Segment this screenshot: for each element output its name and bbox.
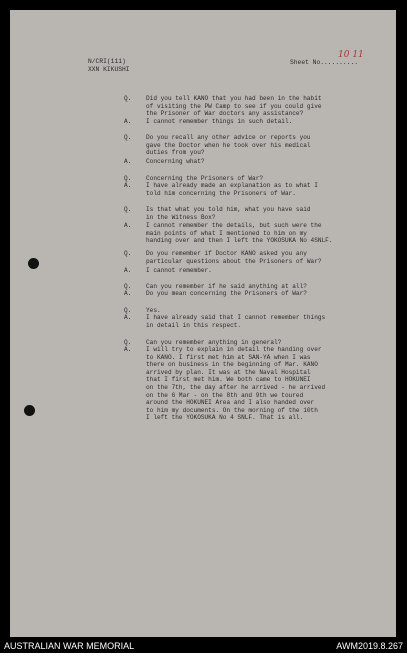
- qa-text-line: in detail in this respect.: [146, 321, 242, 329]
- qa-text-line: told him concerning the Prisoners of War.: [146, 189, 296, 197]
- qa-text: [146, 182, 384, 197]
- qa-text-line: I cannot remember things in such detail.: [146, 118, 293, 125]
- qa-text-line: Do you mean concerning the Prisoners of War?: [146, 290, 307, 297]
- witness-line: XXN KIKUSHI: [88, 66, 130, 73]
- sheet-label: Sheet No..........: [290, 59, 359, 66]
- answer: [124, 158, 384, 166]
- qa-text: [146, 134, 384, 157]
- qa-text-line: Do you recall any other advice or reports you: [146, 134, 311, 141]
- sheet-number-handwritten: 10 11: [338, 50, 364, 60]
- qa-text: [146, 206, 384, 221]
- qa-label: A.: [124, 290, 132, 297]
- footer-bar: [0, 639, 407, 653]
- qa-text-line: duties from you?: [146, 149, 205, 157]
- question: [124, 206, 384, 221]
- answer: [124, 118, 384, 126]
- qa-label: Q.: [124, 175, 132, 182]
- qa-label: Q.: [124, 95, 132, 102]
- reference-number: N/CRI(111): [88, 58, 126, 65]
- qa-label: Q.: [124, 339, 132, 346]
- qa-text-line: I cannot remember the details, but such were the: [146, 222, 322, 229]
- qa-text: [146, 346, 384, 422]
- qa-text-line: around the HOKUNEI Area and I also handed over: [146, 399, 315, 407]
- qa-label: Q.: [124, 283, 132, 290]
- qa-text-line: to him my documents. On the morning of the 10th: [146, 406, 318, 414]
- qa-text-line: handing over and then I left the YOKOSUKA No 4SNLF.: [146, 237, 333, 245]
- qa-text-line: Concerning the Prisoners of War?: [146, 175, 264, 182]
- qa-text-line: in the Witness Box?: [146, 213, 216, 221]
- qa-text-line: Concerning what?: [146, 158, 205, 165]
- qa-text: [146, 250, 384, 265]
- qa-text-line: of visiting the PW Camp to see if you could give: [146, 102, 322, 110]
- answer: [124, 290, 384, 298]
- qa-label: A.: [124, 118, 132, 125]
- question: [124, 95, 384, 118]
- qa-text-line: Do you remember if Doctor KANO asked you any: [146, 250, 307, 257]
- reference-block: [88, 58, 130, 74]
- qa-label: A.: [124, 182, 132, 189]
- qa-text-line: I have already made an explanation as to what I: [146, 182, 318, 189]
- qa-text-line: I will try to explain in detail the handing over: [146, 346, 322, 353]
- qa-text-line: arrived by plan. It was at the Naval Hospital: [146, 368, 311, 376]
- qa-text-line: Yes.: [146, 307, 161, 314]
- qa-label: A.: [124, 158, 132, 165]
- question: [124, 134, 384, 157]
- qa-label: Q.: [124, 307, 132, 314]
- qa-label: Q.: [124, 250, 132, 257]
- qa-text: [146, 222, 384, 245]
- qa-text-line: particular questions about the Prisoners of War?: [146, 257, 322, 265]
- qa-text-line: Did you tell KANO that you had been in the habit: [146, 95, 322, 102]
- qa-text-line: the Prisoner of War doctors any assistance?: [146, 110, 304, 118]
- qa-text-line: on the 6 Mar - on the 8th and 9th we toured: [146, 391, 304, 399]
- answer: [124, 182, 384, 197]
- document-sheet: [10, 10, 396, 637]
- qa-label: Q.: [124, 206, 132, 213]
- qa-label: A.: [124, 314, 132, 321]
- punch-hole: [24, 405, 35, 416]
- qa-text: [146, 290, 384, 298]
- punch-hole: [28, 258, 39, 269]
- qa-text: [146, 95, 384, 118]
- qa-label: A.: [124, 267, 132, 274]
- qa-text-line: to KANO. I first met him at SAN-YA when I was: [146, 353, 311, 361]
- qa-text-line: on the 7th, the day after he arrived - he arrived: [146, 383, 326, 391]
- answer: [124, 267, 384, 275]
- question: [124, 250, 384, 265]
- qa-text-line: I have already said that I cannot remember things: [146, 314, 326, 321]
- qa-text: [146, 118, 384, 126]
- qa-text-line: Is that what you told him, what you have said: [146, 206, 311, 213]
- qa-text: [146, 314, 384, 329]
- answer: [124, 314, 384, 329]
- qa-text: [146, 158, 384, 166]
- qa-text-line: I left the YOKOSUKA No 4 SNLF. That is all.: [146, 414, 304, 422]
- qa-text-line: I cannot remember.: [146, 267, 212, 274]
- answer: [124, 346, 384, 422]
- qa-text: [146, 267, 384, 275]
- qa-text-line: there on business in the beginning of Mar. KANO: [146, 361, 318, 369]
- qa-label: A.: [124, 346, 132, 353]
- footer-institution: AUSTRALIAN WAR MEMORIAL: [4, 641, 135, 651]
- qa-text-line: main points of what I mentioned to him on my: [146, 229, 307, 237]
- answer: [124, 222, 384, 245]
- qa-text-line: Can you remember anything in general?: [146, 339, 282, 346]
- qa-text-line: gave the Doctor when he took over his medical: [146, 141, 311, 149]
- qa-label: Q.: [124, 134, 132, 141]
- qa-text-line: Can you remember if he said anything at all?: [146, 283, 307, 290]
- qa-label: A.: [124, 222, 132, 229]
- qa-text-line: that I first met him. We both came to HOKUNEI: [146, 376, 311, 384]
- footer-accession-number: AWM2019.8.267: [336, 641, 403, 651]
